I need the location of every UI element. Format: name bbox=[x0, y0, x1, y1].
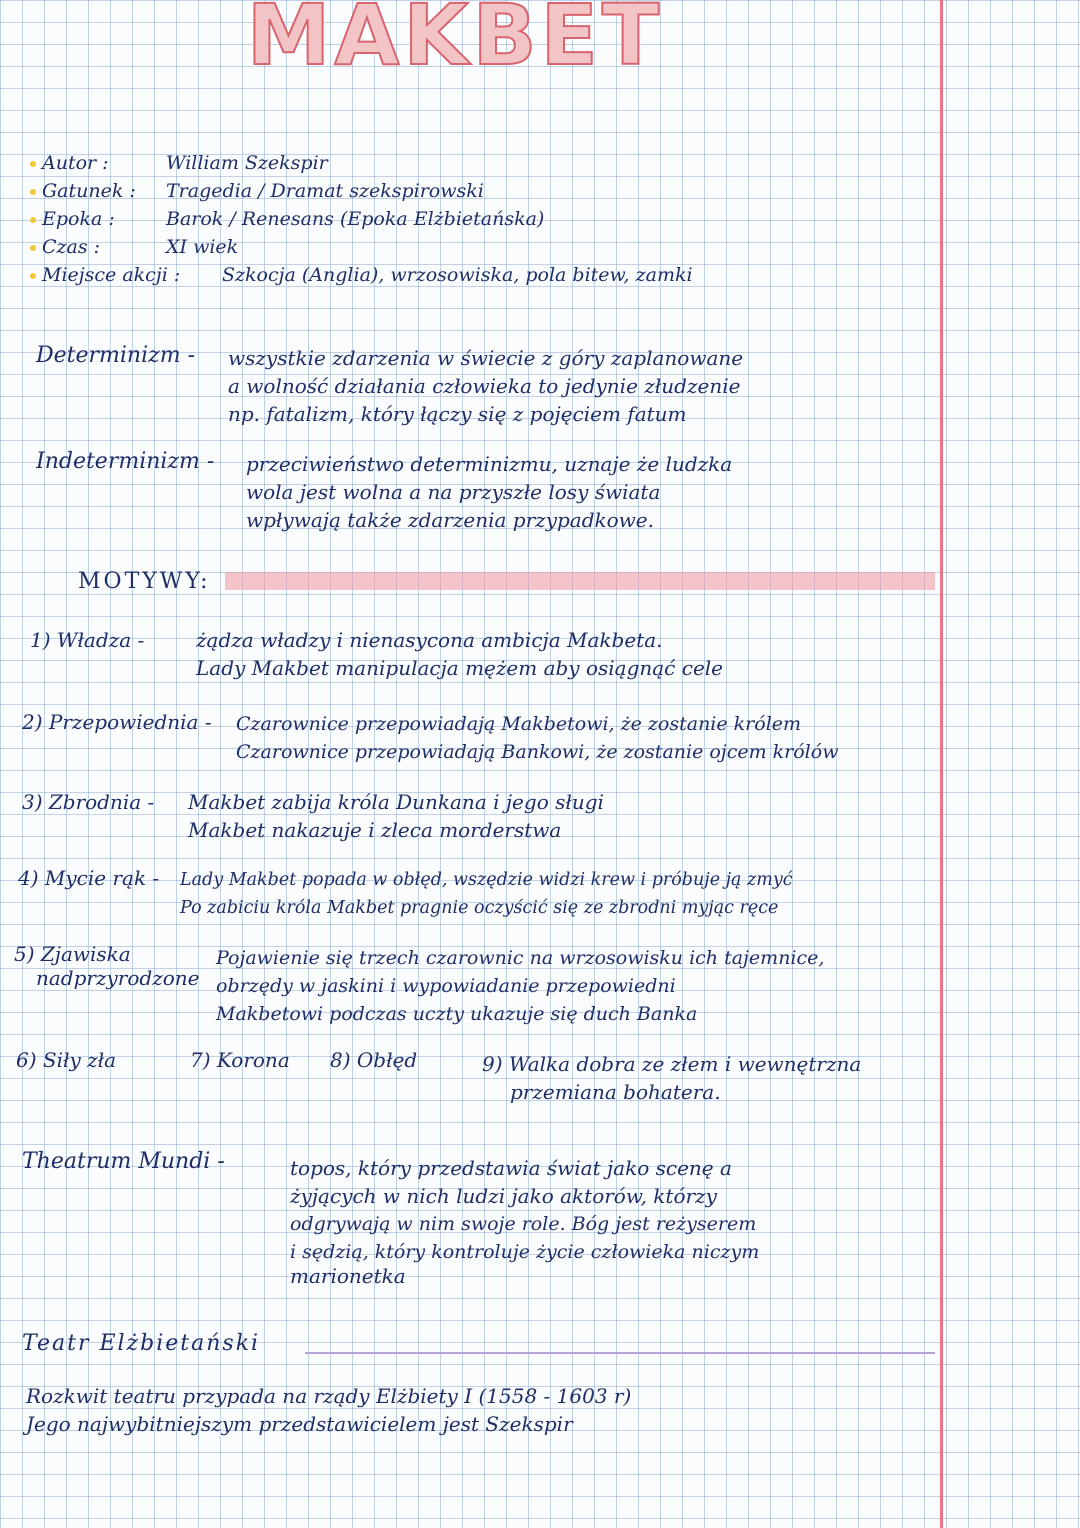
motif-line: żądza władzy i nienasycona ambicja Makbeta. bbox=[196, 628, 663, 652]
motif-line: Czarownice przepowiadają Makbetowi, że zostanie królem bbox=[236, 713, 802, 735]
motif-line: Makbet nakazuje i zleca morderstwa bbox=[188, 818, 562, 842]
determinism-line: wszystkie zdarzenia w świecie z góry zaplanowane bbox=[228, 346, 744, 370]
motif-line: Makbet zabija króla Dunkana i jego sługi bbox=[188, 790, 604, 814]
motif-label: 5) Zjawiska bbox=[14, 942, 131, 966]
indeterminism-line: przeciwieństwo determinizmu, uznaje że ludzka bbox=[246, 452, 733, 476]
theatrum-line: topos, który przedstawia świat jako scenę a bbox=[290, 1156, 732, 1180]
theatrum-line: żyjących w nich ludzi jako aktorów, którzy bbox=[290, 1184, 717, 1208]
motif-label-cont: nadprzyrodzone bbox=[36, 966, 200, 990]
theatre-heading: Teatr Elżbietański bbox=[22, 1331, 261, 1356]
bullet-icon bbox=[30, 217, 36, 223]
indeterminism-line: wola jest wolna a na przyszłe losy świata bbox=[246, 480, 661, 504]
indeterminism-term: Indeterminizm - bbox=[36, 449, 215, 474]
info-time: Czas : XI wiek bbox=[30, 236, 238, 258]
motif-line: Po zabiciu króla Makbet pragnie oczyścić się ze zbrodni myjąc ręce bbox=[180, 898, 779, 918]
determinism-line: np. fatalizm, który łączy się z pojęciem fatum bbox=[228, 402, 687, 426]
theatrum-line: odgrywają w nim swoje role. Bóg jest reżyserem bbox=[290, 1213, 757, 1235]
info-author: Autor : William Szekspir bbox=[30, 152, 328, 174]
motif-label: 2) Przepowiednia - bbox=[22, 710, 212, 734]
motif-line: Pojawienie się trzech czarownic na wrzosowisku ich tajemnice, bbox=[216, 947, 825, 969]
motif-label: 4) Mycie rąk - bbox=[18, 866, 160, 890]
motif-extra: przemiana bohatera. bbox=[510, 1080, 721, 1104]
determinism-term: Determinizm - bbox=[36, 343, 196, 368]
theatrum-line: i sędzią, który kontroluje życie człowieka niczym bbox=[290, 1241, 760, 1263]
motif-extra: 6) Siły zła bbox=[16, 1048, 117, 1072]
motifs-heading: MOTYWY: bbox=[78, 569, 211, 594]
motif-label: 1) Władza - bbox=[30, 628, 145, 652]
determinism-line: a wolność działania człowieka to jedynie złudzenie bbox=[228, 374, 741, 398]
theatre-line: Jego najwybitniejszym przedstawicielem jest Szekspir bbox=[26, 1412, 573, 1436]
motif-extra: 7) Korona bbox=[190, 1048, 290, 1072]
info-epoch: Epoka : Barok / Renesans (Epoka Elżbietańska) bbox=[30, 208, 544, 230]
motif-line: Lady Makbet manipulacja mężem aby osiągnąć cele bbox=[196, 656, 724, 680]
bullet-icon bbox=[30, 161, 36, 167]
motif-label: 3) Zbrodnia - bbox=[22, 790, 155, 814]
indeterminism-line: wpływają także zdarzenia przypadkowe. bbox=[246, 508, 654, 532]
motif-line: Makbetowi podczas uczty ukazuje się duch Banka bbox=[216, 1003, 698, 1025]
info-place: Miejsce akcji : Szkocja (Anglia), wrzosowiska, pola bitew, zamki bbox=[30, 264, 693, 286]
page-margin-line bbox=[940, 0, 943, 1528]
section-divider bbox=[305, 1352, 935, 1354]
bullet-icon bbox=[30, 273, 36, 279]
motif-extra: 8) Obłęd bbox=[330, 1048, 418, 1072]
motif-extra: 9) Walka dobra ze złem i wewnętrzna bbox=[482, 1052, 862, 1076]
bullet-icon bbox=[30, 245, 36, 251]
motif-line: Czarownice przepowiadają Bankowi, że zostanie ojcem królów bbox=[236, 741, 839, 763]
theatrum-term: Theatrum Mundi - bbox=[22, 1149, 225, 1174]
bullet-icon bbox=[30, 189, 36, 195]
info-genre: Gatunek : Tragedia / Dramat szekspirowski bbox=[30, 180, 484, 202]
motif-line: obrzędy w jaskini i wypowiadanie przepowiedni bbox=[216, 975, 676, 997]
theatrum-line: marionetka bbox=[290, 1264, 406, 1288]
theatre-line: Rozkwit teatru przypada na rządy Elżbiety I (1558 - 1603 r) bbox=[26, 1384, 632, 1408]
page-title: MAKBET bbox=[246, 0, 664, 84]
motif-line: Lady Makbet popada w obłęd, wszędzie widzi krew i próbuje ją zmyć bbox=[180, 870, 793, 890]
motifs-highlight bbox=[225, 572, 935, 590]
